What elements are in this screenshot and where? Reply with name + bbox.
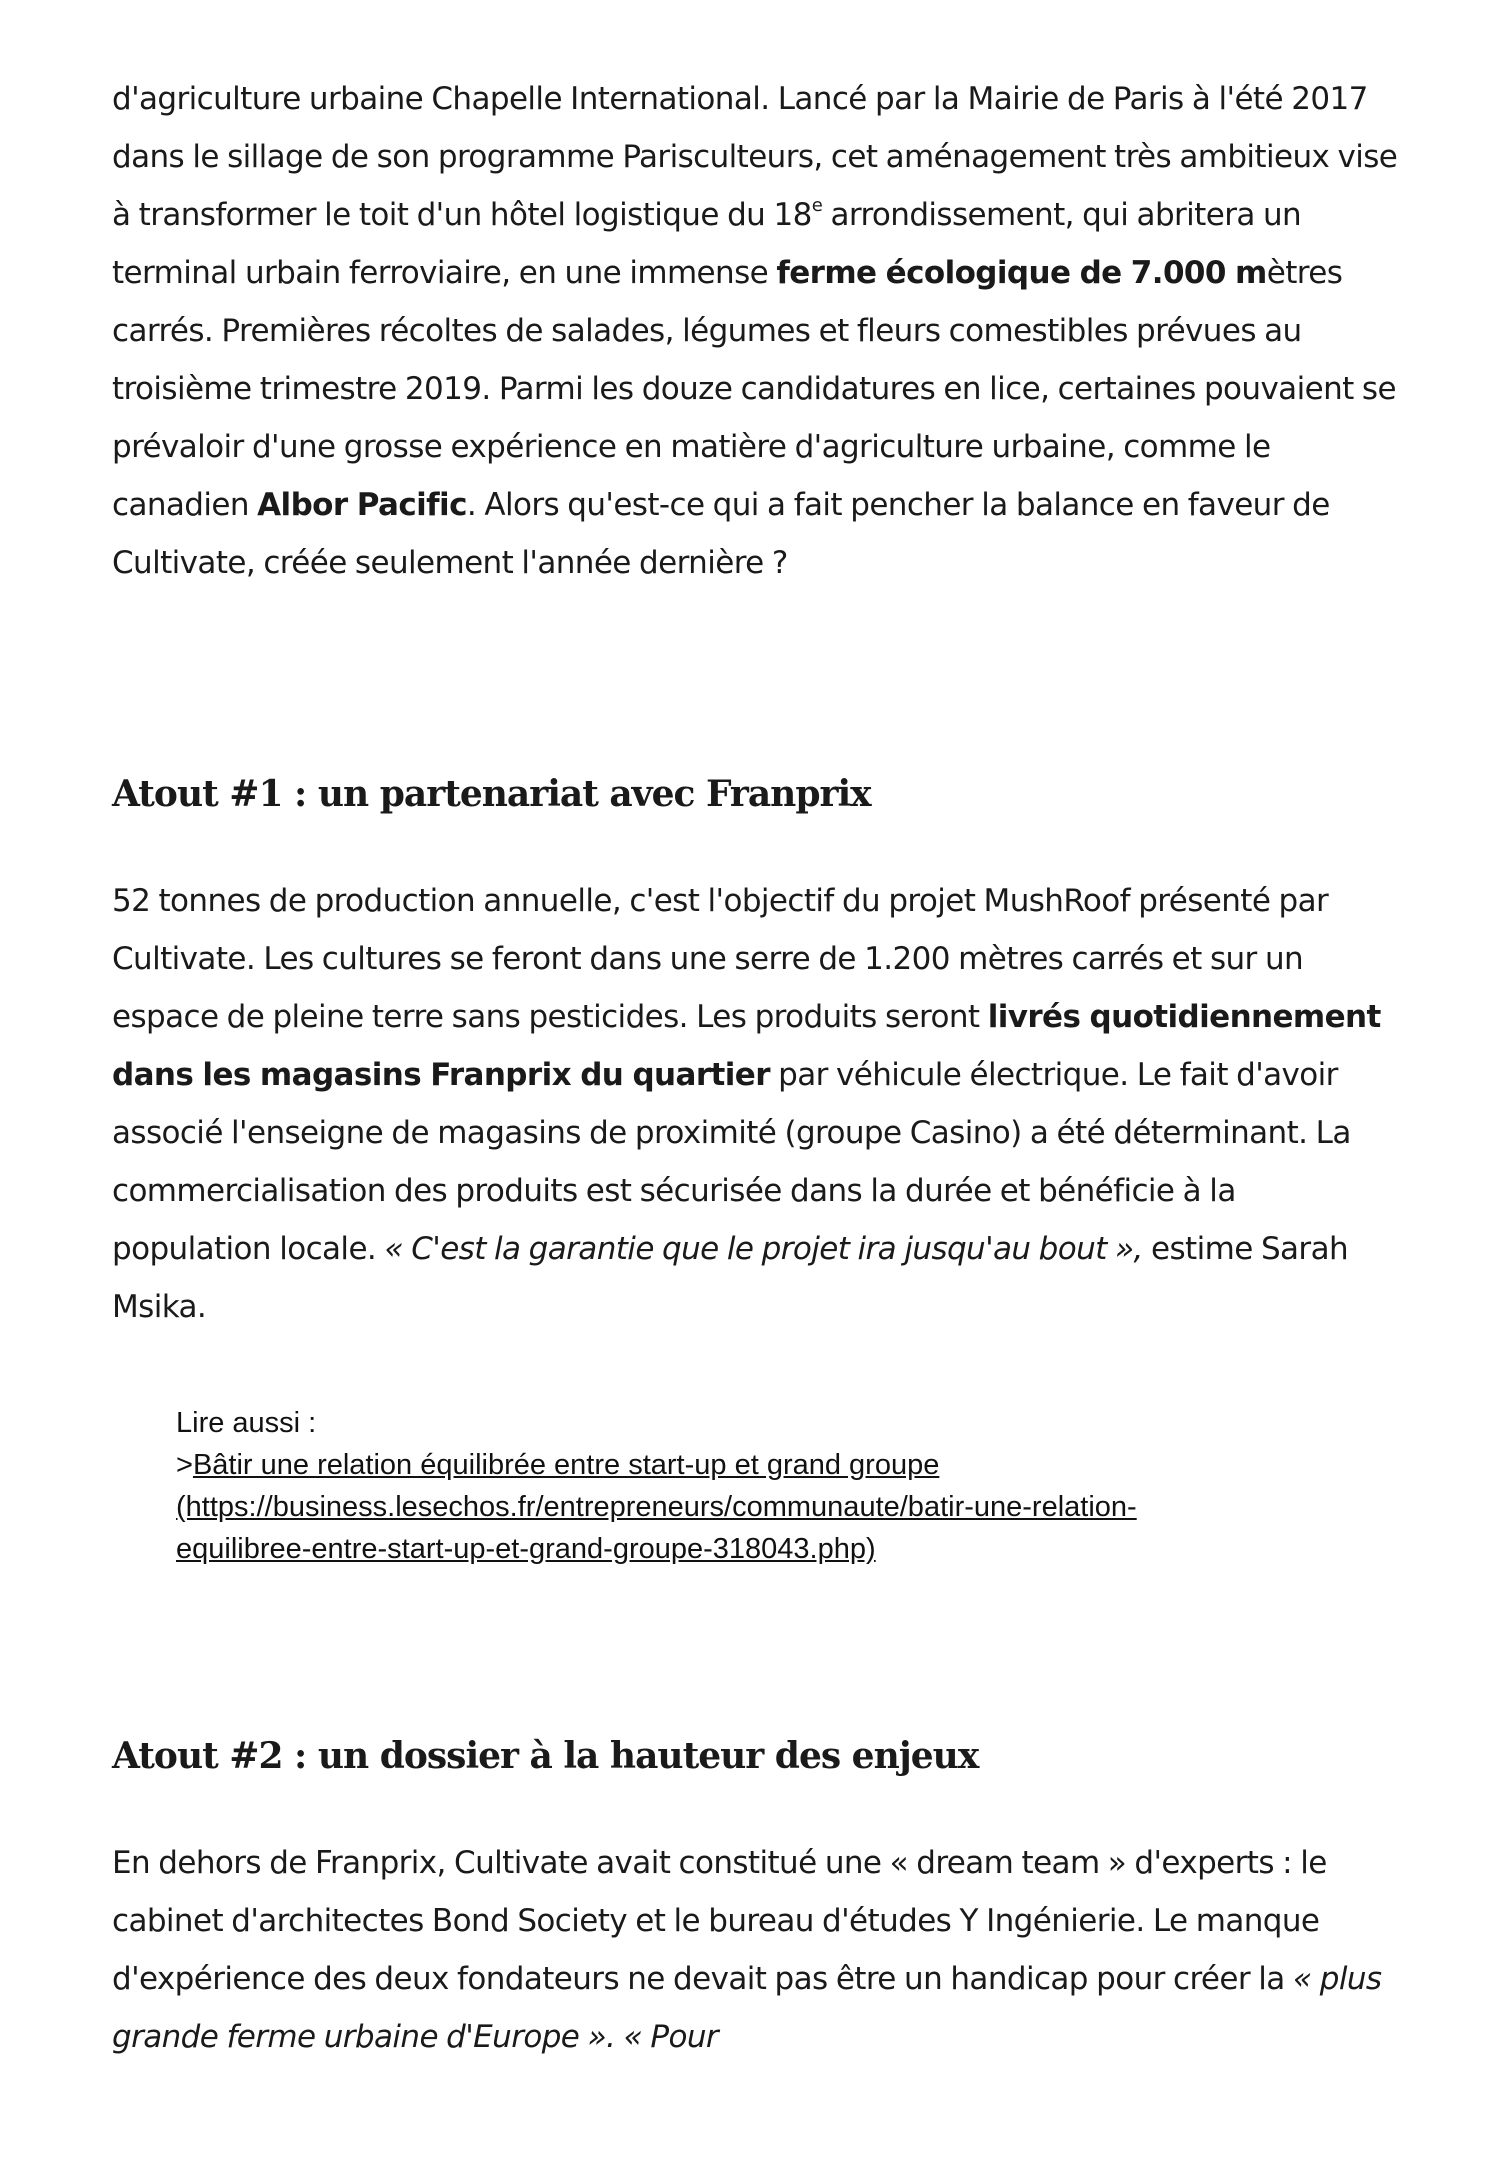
superscript: e [811,195,823,216]
text-run: . Alors qu'est-ce qui a fait pencher la balance en faveur de Cultivate, créée seulement l'année dernière ? [112,487,1330,581]
bold-text: ferme écologique de 7.000 m [776,255,1267,291]
italic-quote: « plus grande ferme urbaine d'Europe ». [112,1961,1382,2055]
read-also-url-line-1 [176,1486,1336,1528]
text-run: par véhicule électrique. Le fait d'avoir associé l'enseigne de magasins de proximité (groupe Casino) a été déterminant. La commercialisation des produits est sécurisée dans la durée et bénéficie à la population locale. [112,1057,1351,1267]
read-also-url-line-2 [176,1528,1336,1570]
link-prefix: > [176,1449,193,1481]
bold-text: livrés quotidiennement dans les magasins Franprix du quartier [112,999,1381,1093]
text-run: ètres carrés. Premières récoltes de salades, légumes et fleurs comestibles prévues au troisième trimestre 2019. Parmi les douze candidatures en lice, certaines pouvaient se prévaloir d'une grosse expérience en matière d'agriculture urbaine, comme le canadien [112,255,1396,523]
bold-text: Albor Pacific [257,487,467,523]
section-heading-atout-2: Atout #2 : un dossier à la hauteur des enjeux [112,1735,979,1777]
text-run [615,2019,623,2055]
read-also-link[interactable]: Bâtir une relation équilibrée entre start-up et grand groupe [192,1449,940,1481]
paragraph-franprix [112,872,1402,1336]
section-heading-atout-1: Atout #1 : un partenariat avec Franprix [112,773,871,815]
paragraph-intro [112,70,1402,592]
paragraph-dossier [112,1834,1402,2066]
read-also-label: Lire aussi : [176,1407,317,1439]
text-run: d'agriculture urbaine Chapelle International. Lancé par la Mairie de Paris à l'été 2017 dans le sillage de son programme Parisculteurs, cet aménagement très ambitieux vise à transformer le toit d'un hôtel logistique du 18 [112,81,1398,233]
read-also-link-block [176,1444,1336,1486]
text-run: estime Sarah Msika. [112,1231,1349,1325]
italic-quote: « Pour [623,2019,719,2055]
read-also-url-link[interactable]: (https://business.lesechos.fr/entrepreneurs/communaute/batir-une-relation- [176,1491,1137,1523]
read-also-box [176,1402,1336,1570]
text-run: En dehors de Franprix, Cultivate avait constitué une « dream team » d'experts : le cabinet d'architectes Bond Society et le bureau d'études Y Ingénierie. Le manque d'expérience des deux fondateurs ne devait pas être un handicap pour créer la [112,1845,1327,1997]
text-run: arrondissement, qui abritera un terminal urbain ferroviaire, en une immense [112,197,1302,291]
italic-quote: « C'est la garantie que le projet ira jusqu'au bout », [384,1231,1143,1267]
read-also-url-link[interactable]: equilibree-entre-start-up-et-grand-groupe-318043.php) [176,1533,876,1565]
text-run: 52 tonnes de production annuelle, c'est l'objectif du projet MushRoof présenté par Cultivate. Les cultures se feront dans une serre de 1.200 mètres carrés et sur un espace de pleine terre sans pesticides. Les produits seront [112,883,1329,1035]
